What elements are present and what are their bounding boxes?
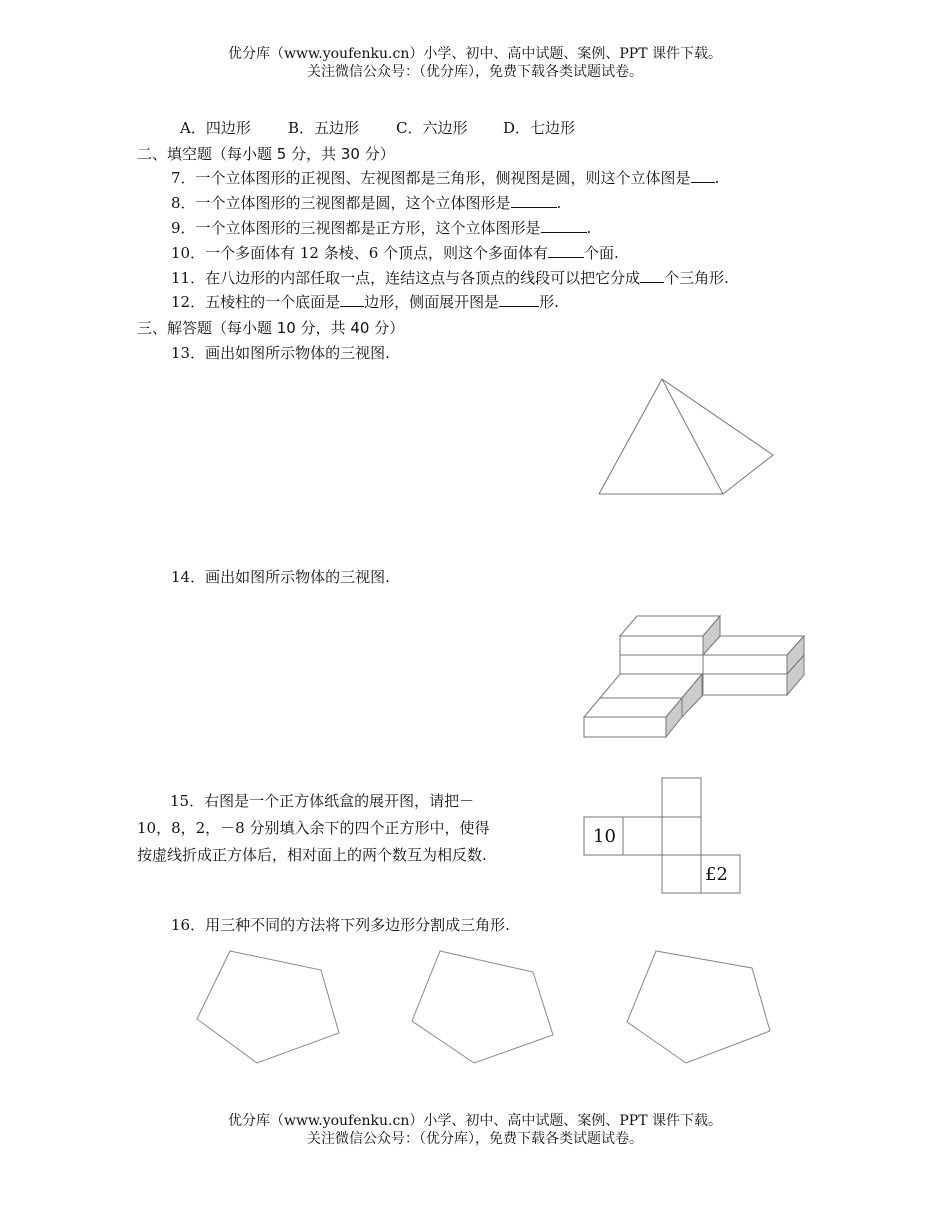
answer-blank [691,170,715,183]
question-15-text: 15．右图是一个正方体纸盒的展开图，请把－10，8，2，－8 分别填入余下的四个正方形中，使得按虚线折成正方体后，相对面上的两个数互为相反数. [137,792,490,864]
footer-line-1: 优分库（www.youfenku.cn）小学、初中、高中试题、案例、PPT 课件下载。 [227,1113,722,1129]
pentagon-2 [405,945,565,1070]
pentagon-1 [190,945,350,1070]
option-d: D．七边形 [503,119,576,137]
net-cell-10: 10 [593,826,616,847]
question-10: 10．一个多面体有 12 条棱、6 个顶点，则这个多面体有 个面. [171,244,619,262]
header-line-1: 优分库（www.youfenku.cn）小学、初中、高中试题、案例、PPT 课件下载。 [227,46,722,62]
question-14: 14．画出如图所示物体的三视图. [171,568,390,586]
block-solid-figure [580,610,810,745]
option-c: C．六边形 [396,119,468,137]
question-15 [137,788,497,869]
question-12-text: 12．五棱柱的一个底面是 [171,293,341,311]
question-11-text: 11．在八边形的内部任取一点，连结这点与各顶点的线段可以把它分成 [171,269,641,287]
question-16: 16．用三种不同的方法将下列多边形分割成三角形. [171,916,510,934]
answer-blank [548,245,584,258]
pyramid-figure [590,370,790,505]
section-title-fill-in: 二、填空题（每小题 5 分，共 30 分） [137,145,395,163]
option-b: B．五边形 [288,119,360,137]
question-12: 12．五棱柱的一个底面是 边形，侧面展开图是 形. [171,293,559,311]
answer-blank [640,270,664,283]
section-title-solve: 三、解答题（每小题 10 分，共 40 分） [137,319,405,337]
option-a: A．四边形 [180,119,251,137]
question-9: 9．一个立体图形的三视图都是正方形，这个立体图形是 . [171,219,592,237]
question-7-text: 7．一个立体图形的正视图、左视图都是三角形，侧视图是圆，则这个立体图是 [171,169,691,187]
footer-line-2: 关注微信公众号：（优分库），免费下载各类试题试卷。 [307,1131,643,1147]
answer-blank [340,294,364,307]
header-line-2: 关注微信公众号：（优分库），免费下载各类试题试卷。 [307,64,643,80]
question-8: 8．一个立体图形的三视图都是圆，这个立体图形是 . [171,194,562,212]
question-11: 11．在八边形的内部任取一点，连结这点与各顶点的线段可以把它分成 个三角形. [171,269,729,287]
net-cell-neg2: £2 [705,864,728,885]
question-7: 7．一个立体图形的正视图、左视图都是三角形，侧视图是圆，则这个立体图是 . [171,169,720,187]
question-13: 13．画出如图所示物体的三视图. [171,344,390,362]
pentagon-3 [620,945,780,1070]
question-8-text: 8．一个立体图形的三视图都是圆，这个立体图形是 [171,194,511,212]
answer-blank [541,220,587,233]
answer-blank [511,195,557,208]
question-10-text: 10．一个多面体有 12 条棱、6 个顶点，则这个多面体有 [171,244,549,262]
answer-blank [499,294,539,307]
question-9-text: 9．一个立体图形的三视图都是正方形，这个立体图形是 [171,219,541,237]
